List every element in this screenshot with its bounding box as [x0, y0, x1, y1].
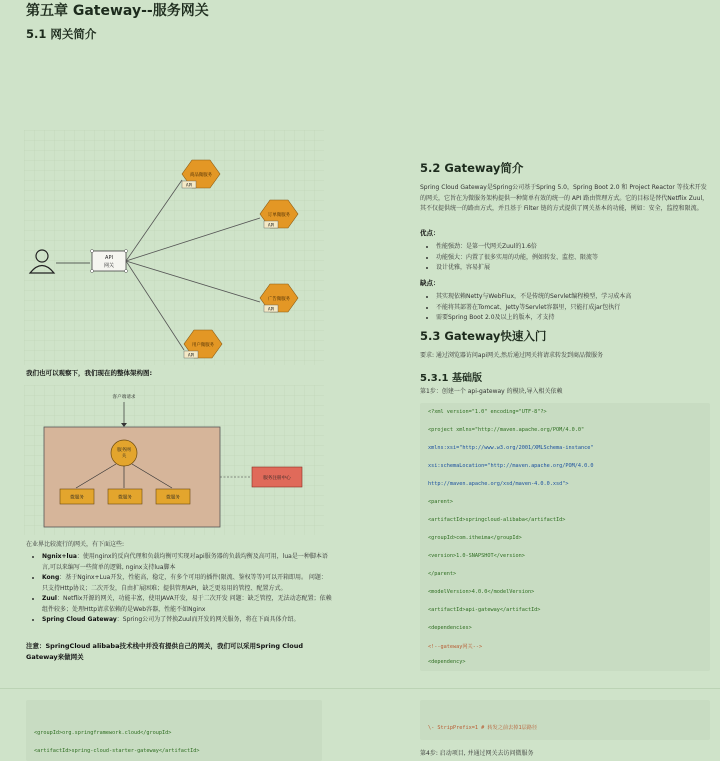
svg-text:服务网: 服务网	[117, 448, 131, 453]
code-line: <artifactId>spring-cloud-starter-gateway</artifactId>	[34, 748, 200, 754]
pros-label: 优点：	[420, 229, 440, 237]
gateway-intro-paragraph: Spring Cloud Gateway是Spring公司基于Spring 5.0，Spring Boot 2.0 和 Project Reactor 等技术开发的网关，它旨在为微服务架构提供一种简单有效的统一的 API 路由管理方式。它的目标是替代Netflix Zuul，其不仅提供统一的路由方式，并且基于 Filter 链的方式提供了网关基本的功能，例如：安全，监控和限流。	[420, 184, 709, 212]
svg-text:商品微服务: 商品微服务	[190, 173, 212, 178]
svg-text:微服务: 微服务	[118, 495, 132, 501]
svg-text:API: API	[267, 306, 275, 312]
gateway-cluster-box	[44, 427, 220, 527]
chapter-title: 第五章 Gateway--服务网关	[26, 3, 209, 19]
cons-list	[426, 292, 716, 324]
code-line: <artifactId>api-gateway</artifactId>	[428, 607, 541, 613]
code-line: http://maven.apache.org/xsd/maven-4.0.0.xsd">	[428, 481, 569, 487]
svg-text:广告微服务: 广告微服务	[268, 297, 290, 302]
bottom-right-code-block	[420, 700, 710, 740]
list-item: • 不能将其部署在Tomcat、Jetty等Servlet容器里，只能打成jar包执行	[436, 303, 716, 314]
code-line: <modelVersion>4.0.0</modelVersion>	[428, 589, 535, 595]
bottom-left-code-block	[26, 700, 322, 761]
page-divider	[0, 688, 720, 689]
pom-code-block	[420, 403, 710, 671]
code-line: \- StripPrefix=1 # 转发之前去掉1层路径	[428, 725, 538, 731]
code-line: </parent>	[428, 571, 457, 577]
svg-text:API: API	[185, 182, 193, 188]
code-line: <groupId>com.itheima</groupId>	[428, 535, 522, 541]
gateway-node	[111, 440, 137, 466]
section-5-2-title: 5.2 Gateway简介	[420, 161, 524, 175]
list-item: • 需要Spring Boot 2.0及以上的版本，才支持	[436, 313, 716, 324]
requirement-text: 要求: 通过浏览器访问api网关,然后通过网关将请求转发到商品微服务	[420, 352, 603, 359]
code-line: <dependencies>	[428, 625, 472, 631]
note-text: 注意：SpringCloud alibaba技术栈中并没有提供自己的网关，我们可以采用Spring Cloud Gateway来做网关	[26, 642, 304, 661]
list-item: • 其实现依赖Netty与WebFlux，不是传统的Servlet编程模型，学习成本高	[436, 292, 716, 303]
svg-text:微服务: 微服务	[70, 495, 84, 501]
svg-text:API: API	[105, 255, 113, 261]
code-line: <artifactId>springcloud-alibaba</artifactId>	[428, 517, 566, 523]
gateway-item: • Kong：基于Nginx+Lua开发，性能高，稳定，有多个可用的插件(限流、鉴权等等)可以开箱即用。 问题：只支持Http协议；二次开发，自由扩展困难；提供管理API，缺乏更易用的管控、配置方式。	[42, 573, 332, 594]
list-item: • 设计优雅，容易扩展	[436, 263, 716, 274]
gateway-item: • Ngnix+lua：使用nginx的反向代理和负载均衡可实现对api服务器的负载均衡及高可用，lua是一种脚本语言,可以来编写一些简单的逻辑, nginx支持lua脚本	[42, 552, 332, 573]
gateway-list	[32, 552, 332, 626]
svg-text:关: 关	[121, 454, 127, 459]
gateway-item: • Zuul：Netflix开源的网关，功能丰富，使用JAVA开发，易于二次开发 问题：缺乏管控，无法动态配置；依赖组件较多；处理Http请求依赖的是Web容器，性能不如Nginx	[42, 594, 332, 615]
svg-text:微服务: 微服务	[166, 495, 180, 501]
section-5-1-title: 5.1 网关简介	[26, 27, 97, 41]
svg-text:服务注册中心: 服务注册中心	[263, 476, 291, 481]
pros-list	[426, 242, 716, 274]
section-5-3-title: 5.3 Gateway快速入门	[420, 329, 547, 343]
code-line: <dependency>	[428, 659, 466, 665]
svg-text:用户微服务: 用户微服务	[192, 343, 214, 348]
intro-text: 在业界比较流行的网关，有下面这些:	[26, 541, 125, 548]
gateway-item: • Spring Cloud Gateway：Spring公司为了替换Zuul而开发的网关服务，将在下面具体介绍。	[42, 615, 332, 626]
svg-text:订单微服务: 订单微服务	[268, 213, 290, 218]
code-line: <parent>	[428, 499, 453, 505]
list-item: • 功能强大：内置了很多实用的功能，例如转发、监控、限流等	[436, 253, 716, 264]
caption-architecture: 我们也可以观察下，我们现在的整体架构图:	[26, 369, 153, 377]
code-line: xsi:schemaLocation="http://maven.apache.org/POM/4.0.0	[428, 463, 594, 469]
code-line: <?xml version="1.0" encoding="UTF-8"?>	[428, 409, 547, 415]
svg-text:客户端请求: 客户端请求	[112, 395, 136, 400]
svg-text:API: API	[267, 222, 275, 228]
step1-text: 第1步：创建一个 api-gateway 的模块,导入相关依赖	[420, 388, 563, 395]
gateway-diagram	[24, 130, 324, 365]
svg-text:API: API	[187, 352, 195, 358]
svg-text:网关: 网关	[103, 263, 115, 269]
code-line: <project xmlns="http://maven.apache.org/POM/4.0.0"	[428, 427, 585, 433]
list-item: • 性能强劲：是第一代网关Zuul的1.6倍	[436, 242, 716, 253]
code-line: <version>1.0-SNAPSHOT</version>	[428, 553, 525, 559]
section-5-3-1-title: 5.3.1 基础版	[420, 373, 482, 384]
code-line: xmlns:xsi="http://www.w3.org/2001/XMLSchema-instance"	[428, 445, 594, 451]
code-line: <!--gateway网关-->	[428, 644, 483, 650]
step4-text: 第4步: 启动项目, 并通过网关去访问微服务	[420, 750, 534, 757]
cons-label: 缺点：	[420, 279, 440, 287]
code-line: <groupId>org.springframework.cloud</groupId>	[34, 730, 172, 736]
architecture-diagram	[24, 385, 324, 535]
